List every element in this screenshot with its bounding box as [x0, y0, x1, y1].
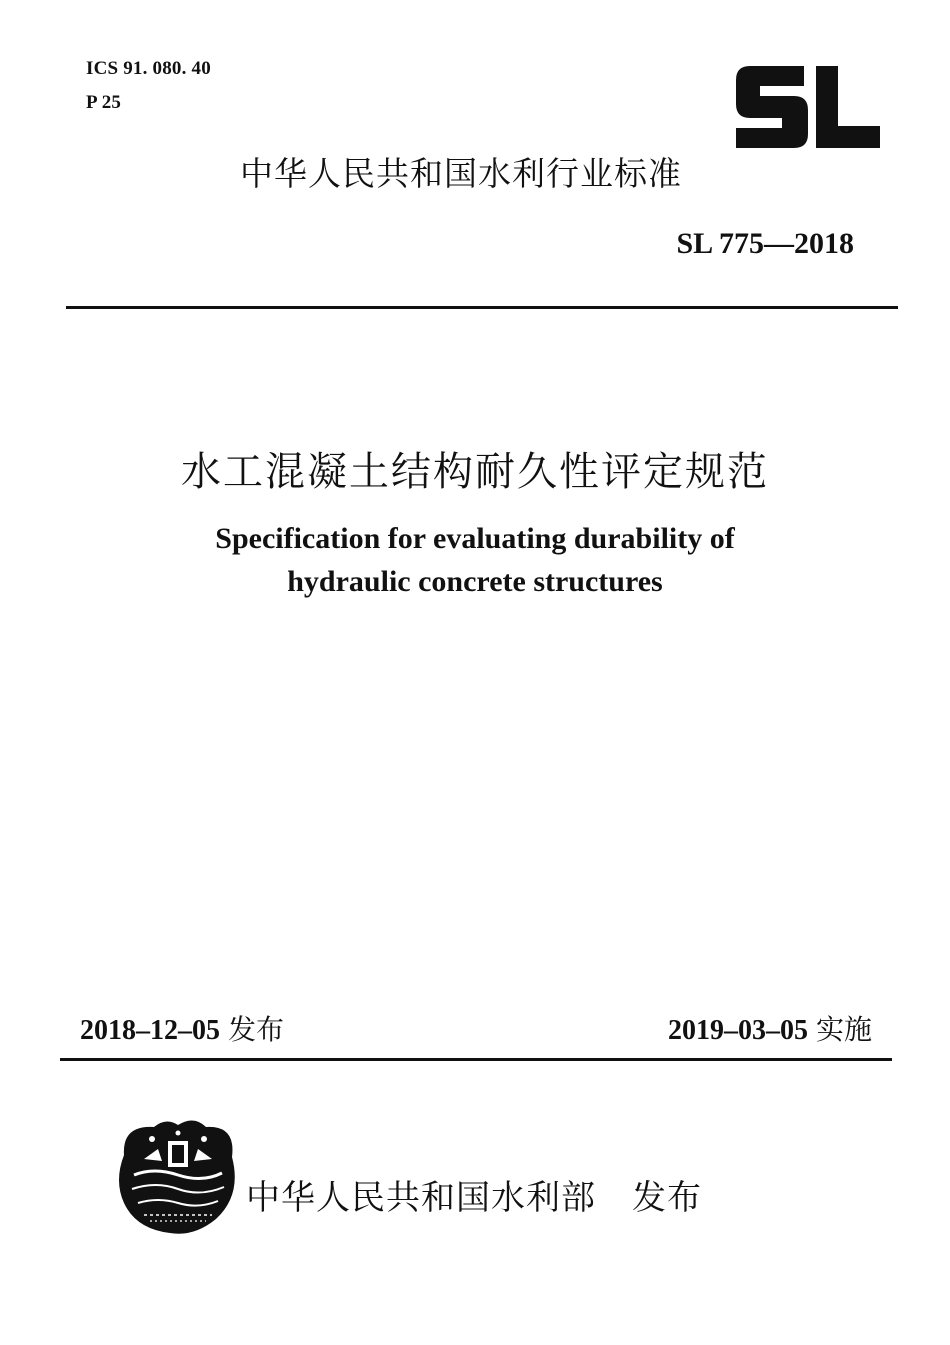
ministry-emblem-icon: [114, 1115, 242, 1237]
issue-date: [80, 1008, 284, 1048]
publisher: [246, 1170, 702, 1219]
sl-logo: [732, 66, 880, 148]
issue-label: 发布: [228, 1013, 285, 1046]
top-divider: [66, 306, 898, 309]
ics-code: ICS 91. 080. 40: [86, 58, 211, 79]
standard-number: SL 775—2018: [676, 227, 854, 260]
title-chinese: 水工混凝土结构耐久性评定规范: [181, 449, 769, 495]
issue-date-value: 2018–12–05: [80, 1015, 220, 1046]
publisher-name: 中华人民共和国水利部: [246, 1178, 596, 1218]
implement-date: [668, 1008, 872, 1048]
sl-logo-l: [816, 66, 880, 148]
title-english-line1: Specification for evaluating durability of: [215, 522, 735, 555]
publish-label: 发布: [632, 1178, 702, 1218]
industry-standard-title: 中华人民共和国水利行业标准: [240, 154, 682, 193]
implement-date-value: 2019–03–05: [667, 1015, 808, 1046]
implement-label: 实施: [815, 1013, 872, 1046]
bottom-divider: [60, 1058, 892, 1061]
title-english-line2: hydraulic concrete structures: [287, 565, 663, 598]
ccs-code: P 25: [86, 92, 122, 113]
sl-logo-s: [736, 66, 808, 148]
